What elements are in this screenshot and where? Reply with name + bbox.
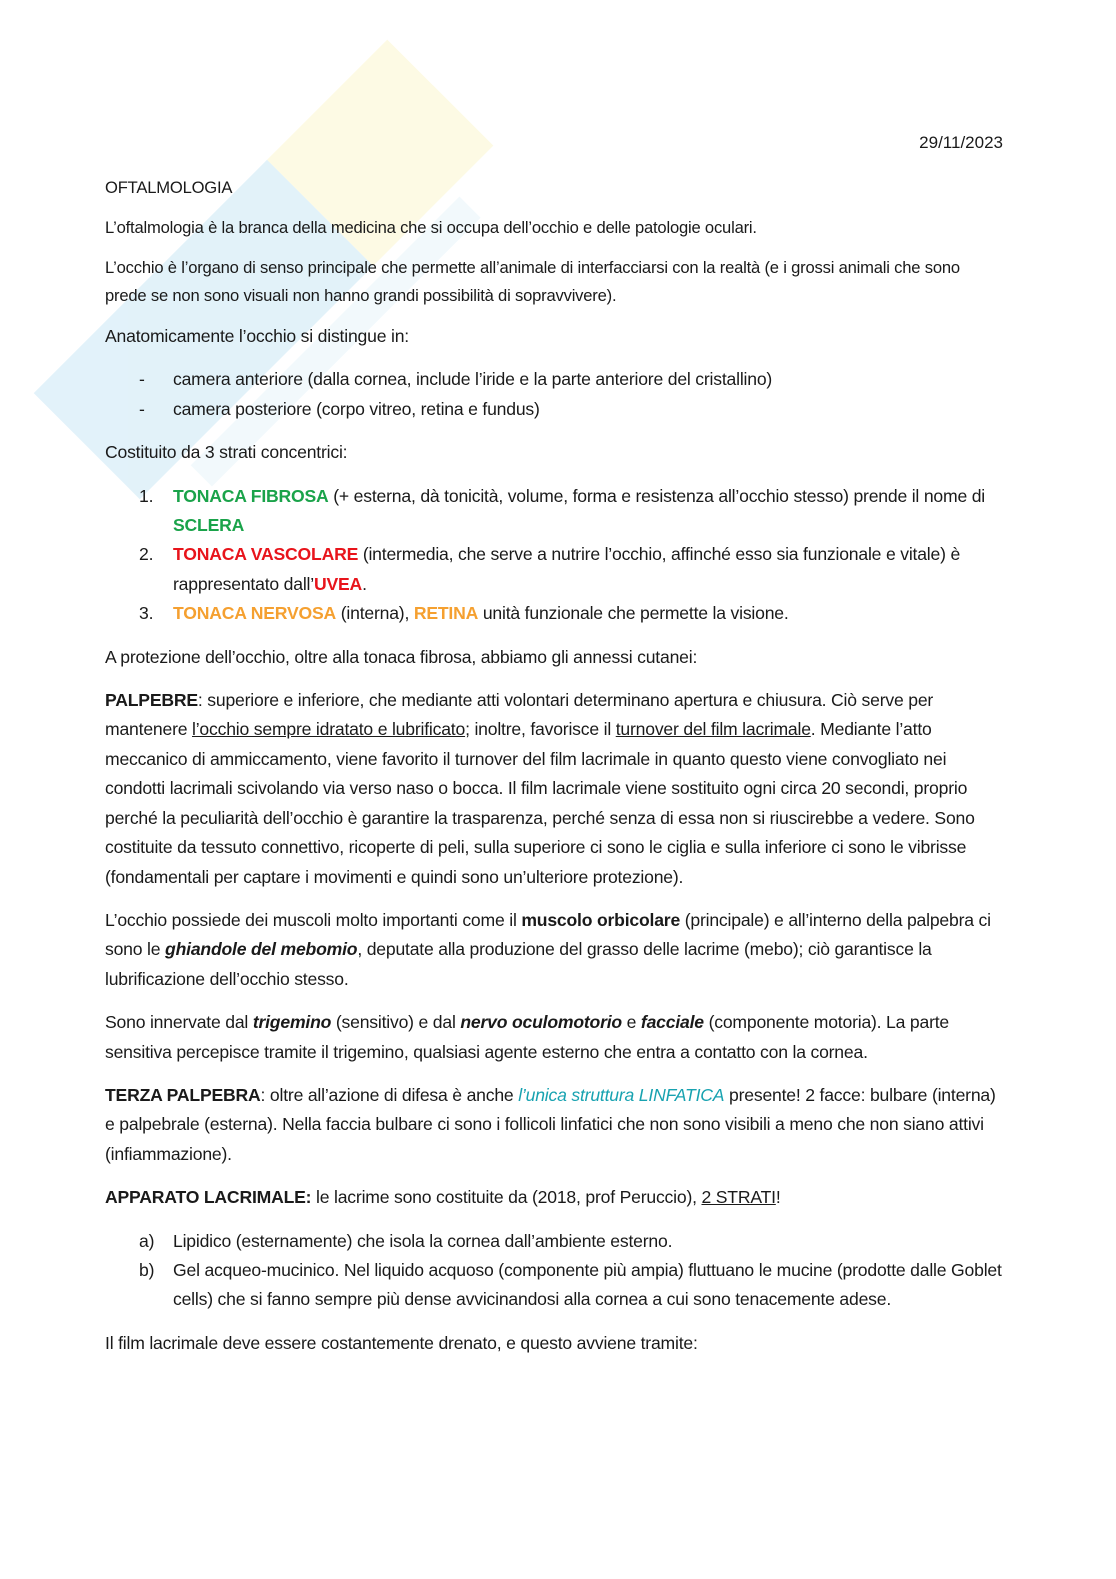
text-run: (+ esterna, dà tonicità, volume, forma e resistenza all’occhio stesso) prende il nome di bbox=[328, 485, 986, 506]
list-item bbox=[105, 482, 1005, 541]
text-run: camera anteriore (dalla cornea, include l’iride e la parte anteriore del cristallino) bbox=[173, 369, 773, 390]
list-marker: b) bbox=[139, 1259, 155, 1280]
text-run: Lipidico (esternamente) che isola la cornea dall’ambiente esterno. bbox=[173, 1230, 673, 1251]
paragraph bbox=[105, 1329, 1005, 1358]
text-run: (componente motoria). La parte sensitiva percepisce tramite il trigemino, qualsiasi agente esterno che entra a contatto con la cornea. bbox=[105, 1012, 950, 1062]
text-run: Gel acqueo-mucinico. Nel liquido acquoso (componente più ampia) fluttuano le mucine (prodotte dalle Goblet cells) che si fanno sempre più dense avvicinandosi alla cornea a cui sono tenacemente adese. bbox=[173, 1259, 1002, 1310]
list-marker: - bbox=[139, 398, 145, 419]
list-item bbox=[105, 365, 1005, 394]
text-b: TERZA PALPEBRA bbox=[105, 1084, 261, 1105]
document-body bbox=[105, 174, 1005, 1372]
text-run: (sensitivo) e dal bbox=[331, 1012, 461, 1033]
text-run: presente! 2 facce: bulbare (interna) e palpebrale (esterna). Nella faccia bulbare ci sono i follicoli linfatici che non sono visibili a meno che non siano attivi (infiammazione). bbox=[105, 1084, 996, 1164]
paragraph bbox=[105, 438, 1005, 467]
list-item bbox=[105, 599, 1005, 628]
text-b: PALPEBRE bbox=[105, 690, 198, 711]
text-red: TONACA VASCOLARE bbox=[173, 544, 359, 565]
list-marker: 1. bbox=[139, 485, 154, 506]
text-run: L’occhio possiede dei muscoli molto importanti come il bbox=[105, 909, 522, 930]
text-u: 2 STRATI bbox=[701, 1187, 776, 1208]
text-run: camera posteriore (corpo vitreo, retina e fundus) bbox=[173, 398, 540, 419]
text-run: OFTALMOLOGIA bbox=[105, 178, 233, 197]
text-orange: TONACA NERVOSA bbox=[173, 603, 337, 624]
text-u: turnover del film lacrimale bbox=[615, 719, 811, 740]
text-run: Anatomicamente l’occhio si distingue in: bbox=[105, 326, 409, 346]
text-run: (interna), bbox=[336, 603, 414, 624]
text-run: : oltre all’azione di difesa è anche bbox=[260, 1084, 519, 1105]
text-run: , deputate alla produzione del grasso delle lacrime (mebo); ciò garantisce la lubrificazione dell’occhio stesso. bbox=[105, 939, 932, 989]
list-item bbox=[105, 540, 1005, 599]
text-u: l’occhio sempre idratato e lubrificato bbox=[192, 719, 466, 740]
text-b: muscolo orbicolare bbox=[521, 909, 681, 930]
paragraph bbox=[105, 643, 1005, 672]
text-run: ; inoltre, favorisce il bbox=[465, 719, 616, 740]
text-run: Costituito da 3 strati concentrici: bbox=[105, 442, 348, 463]
list-item bbox=[105, 1227, 1005, 1256]
paragraph bbox=[105, 686, 1005, 892]
list-marker: 2. bbox=[139, 544, 154, 565]
text-bi: trigemino bbox=[252, 1012, 332, 1033]
list-marker: 3. bbox=[139, 603, 154, 624]
list-item bbox=[105, 1256, 1005, 1315]
text-run: le lacrime sono costituite da (2018, prof Peruccio), bbox=[311, 1187, 702, 1208]
paragraph bbox=[105, 1081, 1005, 1169]
text-run: e bbox=[621, 1012, 641, 1033]
text-run: L’occhio è l’organo di senso principale che permette all’animale di interfacciarsi con la realtà (e i grossi animali che sono prede se non sono visuali non hanno grandi possibilità di sopravvivere). bbox=[105, 258, 960, 305]
text-run: . Mediante l’atto meccanico di ammiccamento, viene favorito il turnover del film lacrimale in quanto questo viene convogliato nei condotti lacrimali scivolando via verso naso o bocca. Il film lacrimale viene sostituito ogni circa 20 secondi, proprio perché la peculiarità dell’occhio è garantire la trasparenza, perché senza di essa non si riuscirebbe a vedere. Sono costituite da tessuto connettivo, ricoperte di peli, sulla superiore ci sono le ciglia e sulla inferiore ci sono le vibrisse (fondamentali per captare i movimenti e quindi sono un’ulteriore protezione). bbox=[105, 719, 975, 887]
text-bi: nervo oculomotorio bbox=[460, 1012, 622, 1033]
list bbox=[105, 1227, 1005, 1315]
text-run: A protezione dell’occhio, oltre alla tonaca fibrosa, abbiamo gli annessi cutanei: bbox=[105, 646, 698, 667]
list bbox=[105, 365, 1005, 424]
paragraph bbox=[105, 1183, 1005, 1212]
text-run: Sono innervate dal bbox=[105, 1012, 253, 1033]
list-marker: - bbox=[139, 369, 145, 390]
text-run: (intermedia, che serve a nutrire l’occhio, affinché esso sia funzionale e vitale) è rappresentato dall’ bbox=[173, 544, 961, 594]
text-green: TONACA FIBROSA bbox=[173, 485, 329, 506]
text-bi: ghiandole del mebomio bbox=[165, 939, 358, 960]
text-run: : superiore e inferiore, che mediante atti volontari determinano apertura e chiusura. Ciò serve per mantenere bbox=[105, 690, 934, 740]
text-b: APPARATO LACRIMALE: bbox=[105, 1187, 312, 1208]
paragraph bbox=[105, 174, 1005, 202]
text-run: . bbox=[362, 573, 367, 594]
paragraph bbox=[105, 214, 1005, 242]
paragraph bbox=[105, 1008, 1005, 1067]
document-date: 29/11/2023 bbox=[919, 133, 1003, 152]
paragraph bbox=[105, 322, 1005, 351]
text-teal: l’unica struttura LINFATICA bbox=[518, 1084, 725, 1105]
text-green: SCLERA bbox=[173, 515, 245, 536]
list-marker: a) bbox=[139, 1230, 155, 1251]
text-run: (principale) e all’interno della palpebra ci sono le bbox=[105, 909, 991, 960]
text-bi: facciale bbox=[640, 1012, 704, 1033]
paragraph bbox=[105, 906, 1005, 994]
text-red: UVEA bbox=[313, 573, 363, 594]
text-run: unità funzionale che permette la visione. bbox=[478, 603, 789, 624]
text-run: ! bbox=[775, 1187, 781, 1208]
list-item bbox=[105, 395, 1005, 424]
list bbox=[105, 482, 1005, 629]
paragraph bbox=[105, 254, 1005, 310]
text-run: Il film lacrimale deve essere costantemente drenato, e questo avviene tramite: bbox=[105, 1332, 698, 1353]
text-run: L’oftalmologia è la branca della medicina che si occupa dell’occhio e delle patologie oculari. bbox=[105, 218, 757, 237]
text-orange: RETINA bbox=[413, 603, 479, 624]
